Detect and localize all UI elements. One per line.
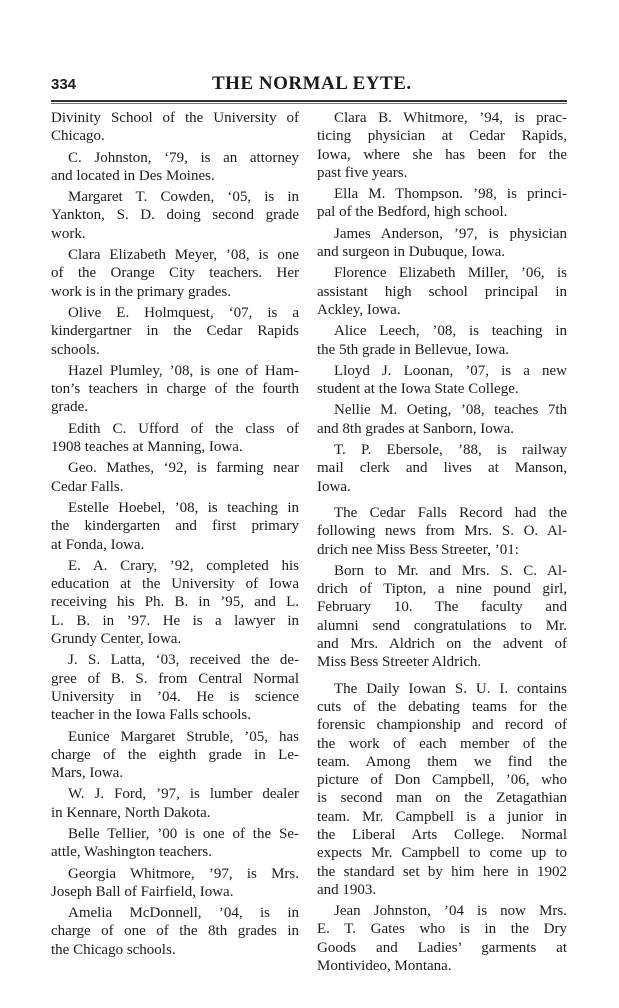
text-line: Mars, Iowa. [51, 765, 124, 782]
paragraph [317, 322, 567, 359]
text-line: C. Johnston, ‘79, is an attorney [68, 149, 299, 166]
text-line: Divinity School of the University of [51, 110, 299, 126]
left-column [51, 109, 299, 962]
text-line: Ackley, Iowa. [317, 301, 401, 318]
text-line: drich of Tipton, a nine pound girl, [317, 581, 567, 598]
paragraph [51, 246, 299, 301]
text-line: Nellie M. Oeting, ’08, teaches 7th [334, 402, 567, 419]
text-line: Hazel Plumley, ’08, is one of Ham- [68, 362, 299, 379]
text-line: Belle Tellier, ’00 is one of the Se- [68, 825, 299, 842]
text-line: Chicago. [51, 128, 105, 145]
paragraph [317, 680, 567, 900]
text-line: at Fonda, Iowa. [51, 536, 145, 553]
text-line: Eunice Margaret Struble, ’05, has [68, 728, 299, 745]
text-line: W. J. Ford, ’97, is lumber dealer [68, 786, 299, 803]
text-line: pal of the Bedford, high school. [317, 204, 508, 221]
text-line: Born to Mr. and Mrs. S. C. Al- [334, 562, 567, 579]
text-line: and surgeon in Dubuque, Iowa. [317, 244, 506, 261]
text-line: kindergartner in the Cedar Rapids [51, 323, 299, 340]
text-line: is second man on the Zetagathian [317, 790, 567, 807]
text-line: charge of the eighth grade in Le- [51, 746, 299, 763]
header-rule [51, 100, 567, 102]
text-line: teacher in the Iowa Falls schools. [51, 707, 251, 724]
text-line: the kindergarten and first primary [51, 518, 299, 535]
paragraph [51, 459, 299, 496]
text-line: attle, Washington teachers. [51, 844, 212, 861]
text-line: gree of B. S. from Central Normal [51, 670, 299, 687]
paragraph [51, 825, 299, 862]
paragraph [51, 904, 299, 959]
text-line: University in ’04. He is science [51, 688, 299, 705]
paragraph [317, 264, 567, 319]
text-line: and located in Des Moines. [51, 167, 215, 184]
text-line: and 8th grades at Sanborn, Iowa. [317, 420, 515, 437]
page-number: 334 [51, 76, 77, 93]
text-line: work. [51, 225, 86, 242]
text-line: Jean Johnston, ’04 is now Mrs. [334, 903, 567, 920]
text-line: and Mrs. Aldrich on the advent of [317, 636, 567, 653]
paragraph [51, 651, 299, 724]
text-line: Cedar Falls. [51, 478, 124, 495]
paragraph [317, 401, 567, 438]
text-line: Montivideo, Montana. [317, 958, 452, 975]
text-line: L. B. in ’97. He is a lawyer in [51, 612, 299, 629]
text-line: Grundy Center, Iowa. [51, 631, 182, 648]
text-line: assistant high school principal in [317, 283, 567, 300]
text-line: team. Mr. Campbell is a junior in [317, 808, 567, 825]
right-column [317, 109, 567, 978]
text-line: Florence Elizabeth Miller, ’06, is [334, 265, 567, 282]
paragraph [51, 499, 299, 554]
paragraph [317, 562, 567, 672]
text-line: Alice Leech, ’08, is teaching in [334, 323, 567, 340]
text-line: drich nee Miss Bess Streeter, ’01: [317, 541, 519, 558]
paragraph [51, 785, 299, 822]
paragraph [317, 109, 567, 182]
paragraph [51, 362, 299, 417]
text-line: schools. [51, 341, 100, 358]
text-line: Miss Bess Streeter Aldrich. [317, 654, 482, 671]
text-line: Iowa. [317, 478, 351, 495]
text-line: ticing physician at Cedar Rapids, [317, 128, 567, 145]
text-line: forensic championship and record of [317, 717, 567, 734]
text-line: Margaret T. Cowden, ‘05, is in [68, 189, 299, 206]
paragraph [317, 902, 567, 975]
text-line: Lloyd J. Loonan, ’07, is a new [334, 362, 567, 379]
text-line: Yankton, S. D. doing second grade [51, 207, 299, 224]
text-line: team. Among them we find the [317, 753, 567, 770]
text-line: Estelle Hoebel, ’08, is teaching in [68, 499, 299, 516]
text-line: the 5th grade in Bellevue, Iowa. [317, 341, 510, 358]
paragraph [317, 185, 567, 222]
text-line: February 10. The faculty and [317, 599, 567, 616]
text-line: alumni send congratulations to Mr. [317, 617, 567, 634]
text-line: past five years. [317, 164, 408, 181]
paragraph [51, 728, 299, 783]
text-line: the Chicago schools. [51, 941, 176, 958]
text-line: Ella M. Thompson. ’98, is princi- [334, 186, 567, 203]
text-line: receiving his Ph. B. in ’95, and L. [51, 594, 299, 611]
text-line: student at the Iowa State College. [317, 381, 519, 398]
paragraph [317, 225, 567, 262]
text-line: mail clerk and lives at Manson, [317, 460, 567, 477]
text-line: picture of Don Campbell, ’06, who [317, 772, 567, 789]
text-line: charge of one of the 8th grades in [51, 923, 299, 940]
text-line: following news from Mrs. S. O. Al- [317, 523, 567, 540]
paragraph [51, 109, 299, 146]
text-line: the Liberal Arts College. Normal [317, 826, 567, 843]
paragraph [317, 362, 567, 399]
paragraph [51, 557, 299, 648]
paragraph [51, 149, 299, 186]
paragraph [51, 865, 299, 902]
paragraph [317, 504, 567, 559]
text-line: E. T. Gates who is in the Dry [317, 921, 567, 938]
text-line: James Anderson, ’97, is physician [334, 225, 567, 242]
text-line: Clara Elizabeth Meyer, ’08, is one [68, 247, 299, 264]
text-line: Olive E. Holmquest, ‘07, is a [68, 304, 299, 321]
text-line: Amelia McDonnell, ’04, is in [68, 905, 299, 922]
text-line: Clara B. Whitmore, ’94, is prac- [334, 110, 567, 126]
paragraph [317, 441, 567, 496]
text-line: Georgia Whitmore, ’97, is Mrs. [68, 865, 299, 882]
text-line: The Daily Iowan S. U. I. contains [334, 680, 567, 697]
text-line: J. S. Latta, ‘03, received the de- [68, 652, 299, 669]
text-line: the standard set by him here in 1902 [317, 863, 567, 880]
text-line: grade. [51, 399, 89, 416]
text-line: Edith C. Ufford of the class of [68, 420, 299, 437]
text-line: The Cedar Falls Record had the [334, 504, 567, 521]
text-line: in Kennare, North Dakota. [51, 804, 211, 821]
text-line: T. P. Ebersole, ’88, is railway [334, 442, 567, 459]
text-line: Goods and Ladies’ garments at [317, 939, 567, 956]
page-title: THE NORMAL EYTE. [212, 73, 412, 94]
paragraph [51, 188, 299, 243]
text-line: ton’s teachers in charge of the fourth [51, 381, 299, 398]
text-line: and 1903. [317, 881, 377, 898]
text-line: Iowa, where she has been for the [317, 146, 567, 163]
text-line: of the Orange City teachers. Her [51, 265, 299, 282]
text-line: Joseph Ball of Fairfield, Iowa. [51, 883, 234, 900]
paragraph [51, 304, 299, 359]
header-rule-thin [51, 103, 567, 104]
text-line: 1908 teaches at Manning, Iowa. [51, 439, 243, 456]
text-line: expects Mr. Campbell to come up to [317, 845, 567, 862]
text-line: E. A. Crary, ’92, completed his [68, 557, 299, 574]
text-line: the work of each member of the [317, 735, 567, 752]
text-line: Geo. Mathes, ‘92, is farming near [68, 460, 299, 477]
text-line: education at the University of Iowa [51, 576, 299, 593]
paragraph [51, 420, 299, 457]
text-line: work is in the primary grades. [51, 283, 231, 300]
text-line: cuts of the debating teams for the [317, 698, 567, 715]
